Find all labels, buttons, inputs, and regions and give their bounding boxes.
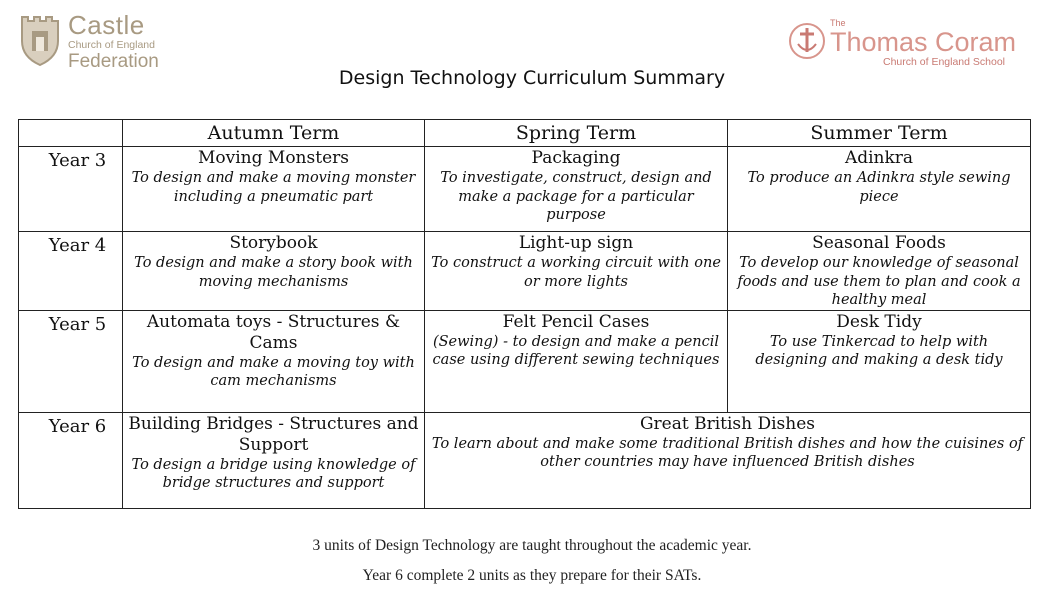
unit-cell [123,147,425,232]
unit-description: To design and make a story book with moving mechanisms [134,255,413,290]
unit-cell [728,310,1031,412]
unit-cell-merged [425,412,1031,508]
castle-federation-logo [18,10,178,72]
unit-cell [425,310,728,412]
header-autumn: Autumn Term [123,120,425,147]
unit-description: To construct a working circuit with one or more lights [431,255,721,290]
unit-description: To design and make a moving monster including a pneumatic part [131,170,416,205]
year-label: Year 3 [19,147,123,232]
unit-title: Packaging [531,148,621,168]
curriculum-table [18,119,1031,509]
unit-title: Building Bridges - Structures and Support [128,413,419,455]
unit-description: To investigate, construct, design and make a package for a particular purpose [440,170,712,223]
unit-title: Storybook [229,233,318,253]
unit-title: Felt Pencil Cases [502,311,650,332]
table-row [19,412,1031,508]
unit-description: To develop our knowledge of seasonal foods and use them to plan and cook a healthy meal [737,255,1021,308]
castle-logo-sub: Church of England [68,39,155,51]
year-label: Year 4 [19,232,123,311]
unit-description: To design and make a moving toy with cam mechanisms [132,354,415,389]
unit-cell [728,147,1031,232]
unit-cell [425,232,728,311]
year-label: Year 6 [19,412,123,508]
castle-logo-federation: Federation [68,51,159,72]
unit-title: Adinkra [844,148,914,168]
unit-description: To learn about and make some traditional British dishes and how the cuisines of other countries may have influenced British dishes [431,435,1024,470]
unit-description: To produce an Adinkra style sewing piece [747,170,1011,205]
year-label: Year 5 [19,310,123,412]
footnote-year6: Year 6 complete 2 units as they prepare for their SATs. [362,567,702,584]
thomas-coram-logo [788,19,1036,67]
unit-title: Light-up sign [518,233,634,253]
table-row [19,232,1031,311]
footnote-units: 3 units of Design Technology are taught throughout the academic year. [312,537,752,554]
unit-title: Automata toys - Structures & Cams [146,311,401,353]
coram-logo-name: Thomas Coram [830,27,1017,57]
unit-description: To use Tinkercad to help with designing and making a desk tidy [755,333,1003,368]
thomas-coram-emblem-icon [788,22,826,60]
unit-cell [123,412,425,508]
coram-logo-sub: Church of England School [883,56,1005,68]
header-spring: Spring Term [425,120,728,147]
table-header-row [19,120,1031,147]
unit-cell [123,310,425,412]
unit-cell [728,232,1031,311]
coram-logo-the: The [830,18,846,28]
unit-description: To design a bridge using knowledge of bridge structures and support [131,456,416,491]
unit-description: (Sewing) - to design and make a pencil case using different sewing techniques [432,333,720,368]
page-title: Design Technology Curriculum Summary [338,67,726,89]
header-empty [19,120,123,147]
castle-logo-name: Castle [68,10,145,40]
table-row [19,147,1031,232]
unit-title: Moving Monsters [198,148,349,168]
unit-title: Great British Dishes [639,413,816,434]
unit-title: Desk Tidy [836,311,922,332]
castle-crest-icon [18,11,62,67]
unit-title: Seasonal Foods [812,233,946,253]
unit-cell [425,147,728,232]
header-summer: Summer Term [728,120,1031,147]
unit-cell [123,232,425,311]
table-row [19,310,1031,412]
